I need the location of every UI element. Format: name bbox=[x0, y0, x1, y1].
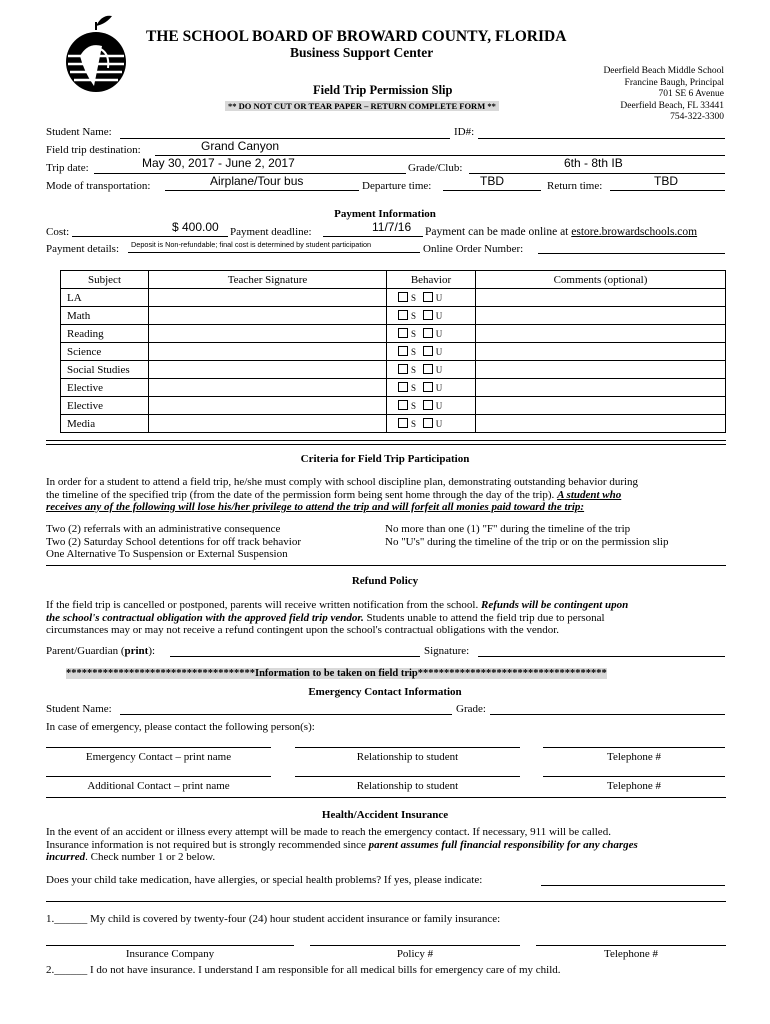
table-row bbox=[61, 361, 726, 379]
payment-heading: Payment Information bbox=[334, 208, 436, 220]
unsatisfactory-checkbox[interactable] bbox=[423, 364, 433, 374]
subject-table bbox=[60, 270, 726, 433]
criteria-heading: Criteria for Field Trip Participation bbox=[300, 453, 470, 465]
signature-label: Signature: bbox=[424, 645, 470, 657]
subject-cell: Elective bbox=[61, 379, 149, 397]
section-divider bbox=[46, 565, 726, 566]
s-label: S bbox=[411, 329, 417, 339]
table-row bbox=[61, 379, 726, 397]
warning-banner: ** DO NOT CUT OR TEAR PAPER – RETURN COMPLETE FORM ** bbox=[225, 101, 499, 111]
return-label: Return time: bbox=[547, 180, 603, 192]
student-name-field[interactable] bbox=[120, 138, 450, 139]
criteria-line-1: In order for a student to attend a field trip, he/she must comply with school discipline plan, demonstrating outstanding behavior during bbox=[46, 476, 639, 488]
table-row bbox=[61, 289, 726, 307]
satisfactory-checkbox[interactable] bbox=[398, 382, 408, 392]
u-label: U bbox=[435, 293, 443, 303]
subject-cell: Media bbox=[61, 415, 149, 433]
u-label: U bbox=[435, 365, 443, 375]
unsatisfactory-checkbox[interactable] bbox=[423, 328, 433, 338]
table-row bbox=[61, 307, 726, 325]
subject-cell: Math bbox=[61, 307, 149, 325]
additional-name-field[interactable] bbox=[46, 776, 271, 777]
emergency-relationship-caption: Relationship to student bbox=[356, 751, 459, 763]
satisfactory-checkbox[interactable] bbox=[398, 418, 408, 428]
additional-name-caption: Additional Contact – print name bbox=[87, 780, 230, 792]
refund-line-3: circumstances may or may not receive a refund contingent upon the school's contractual obligations with the vendor. bbox=[46, 624, 560, 636]
form-title: Field Trip Permission Slip bbox=[313, 83, 453, 97]
student-name-label: Student Name: bbox=[46, 126, 112, 138]
medication-question: Does your child take medication, have allergies, or special health problems? If yes, please indicate: bbox=[46, 874, 483, 886]
u-label: U bbox=[435, 419, 443, 429]
insurance-company-field[interactable] bbox=[46, 945, 294, 946]
insurance-company-caption: Insurance Company bbox=[125, 948, 215, 960]
refund-emphasis-2: the school's contractual obligation with the approved field trip vendor. bbox=[46, 611, 364, 624]
s-label: S bbox=[411, 311, 417, 321]
insurance-line-2-text: Insurance information is not required but is strongly recommended since bbox=[46, 838, 366, 851]
board-title: THE SCHOOL BOARD OF BROWARD COUNTY, FLORIDA bbox=[146, 28, 567, 45]
behavior-cell bbox=[387, 343, 476, 361]
s-label: S bbox=[411, 401, 417, 411]
signature-cell[interactable] bbox=[149, 289, 387, 307]
u-label: U bbox=[435, 383, 443, 393]
subject-cell: LA bbox=[61, 289, 149, 307]
field-trip-banner: ************************************Information to be taken on field trip************************************ bbox=[66, 668, 607, 679]
criteria-item: No more than one (1) "F" during the timeline of the trip bbox=[385, 523, 631, 535]
s-label: S bbox=[411, 347, 417, 357]
medication-field[interactable] bbox=[541, 885, 725, 886]
table-row bbox=[61, 415, 726, 433]
transport-field[interactable] bbox=[165, 190, 359, 191]
criteria-item: No "U's" during the timeline of the trip or on the permission slip bbox=[385, 535, 669, 548]
signature-field[interactable] bbox=[478, 656, 725, 657]
satisfactory-checkbox[interactable] bbox=[398, 400, 408, 410]
signature-cell[interactable] bbox=[149, 379, 387, 397]
s-label: S bbox=[411, 365, 417, 375]
behavior-cell bbox=[387, 325, 476, 343]
behavior-header: Behavior bbox=[387, 271, 476, 289]
emergency-phone-caption: Telephone # bbox=[607, 751, 661, 763]
insurance-option-2[interactable]: 2.______ I do not have insurance. I understand I am responsible for all medical bills for emergency care of my child. bbox=[46, 964, 561, 976]
order-number-field[interactable] bbox=[538, 253, 725, 254]
unsatisfactory-checkbox[interactable] bbox=[423, 310, 433, 320]
departure-label: Departure time: bbox=[362, 180, 432, 192]
school-address bbox=[603, 66, 724, 124]
additional-phone-field[interactable] bbox=[543, 776, 725, 777]
emergency-relationship-field[interactable] bbox=[295, 747, 520, 748]
insurance-emphasis: parent assumes full financial responsibility for any charges bbox=[368, 838, 638, 851]
signature-cell[interactable] bbox=[149, 397, 387, 415]
unsatisfactory-checkbox[interactable] bbox=[423, 418, 433, 428]
criteria-item: Two (2) referrals with an administrative consequence bbox=[46, 523, 281, 535]
unsatisfactory-checkbox[interactable] bbox=[423, 346, 433, 356]
insurance-option-1[interactable]: 1.______ My child is covered by twenty-four (24) hour student accident insurance or family insurance: bbox=[46, 913, 501, 925]
insurance-phone-field[interactable] bbox=[536, 945, 726, 946]
comments-cell[interactable] bbox=[476, 415, 726, 433]
criteria-item: Two (2) Saturday School detentions for off track behavior bbox=[46, 535, 302, 548]
street-address: 701 SE 6 Avenue bbox=[658, 89, 724, 99]
unsatisfactory-checkbox[interactable] bbox=[423, 382, 433, 392]
signature-cell[interactable] bbox=[149, 325, 387, 343]
refund-line-2 bbox=[46, 612, 736, 625]
details-label: Payment details: bbox=[46, 243, 120, 255]
insurance-paragraph bbox=[46, 826, 736, 864]
signature-cell[interactable] bbox=[149, 343, 387, 361]
u-label: U bbox=[435, 311, 443, 321]
insurance-incurred: incurred bbox=[46, 851, 86, 863]
satisfactory-checkbox[interactable] bbox=[398, 328, 408, 338]
insurance-line-3 bbox=[46, 851, 736, 864]
emergency-name-caption: Emergency Contact – print name bbox=[85, 751, 232, 763]
insurance-line-2 bbox=[46, 839, 736, 852]
criteria-warning-start: A student who bbox=[557, 488, 622, 501]
comments-cell[interactable] bbox=[476, 379, 726, 397]
principal-name: Francine Baugh, Principal bbox=[624, 77, 724, 88]
city-state: Deerfield Beach, FL 33441 bbox=[620, 100, 724, 111]
trip-date-label: Trip date: bbox=[46, 162, 89, 174]
departure-field[interactable] bbox=[443, 190, 541, 191]
refund-heading: Refund Policy bbox=[351, 575, 419, 587]
satisfactory-checkbox[interactable] bbox=[398, 310, 408, 320]
guardian-label-print: print bbox=[124, 645, 149, 657]
school-phone: 754-322-3300 bbox=[670, 112, 724, 122]
satisfactory-checkbox[interactable] bbox=[398, 364, 408, 374]
school-name: Deerfield Beach Middle School bbox=[603, 66, 724, 76]
subject-header: Subject bbox=[61, 271, 149, 289]
satisfactory-checkbox[interactable] bbox=[398, 292, 408, 302]
s-label: S bbox=[411, 293, 417, 303]
deadline-value: 11/7/16 bbox=[372, 220, 412, 234]
unsatisfactory-checkbox[interactable] bbox=[423, 292, 433, 302]
medication-field-2[interactable] bbox=[46, 901, 726, 902]
unsatisfactory-checkbox[interactable] bbox=[423, 400, 433, 410]
online-payment-text bbox=[425, 226, 697, 238]
comments-header: Comments (optional) bbox=[476, 271, 726, 289]
apple-logo-icon bbox=[58, 12, 134, 92]
refund-line-2-text: Students unable to attend the field trip due to personal bbox=[366, 611, 605, 624]
destination-value: Grand Canyon bbox=[201, 139, 280, 153]
id-label: ID#: bbox=[454, 126, 475, 138]
details-field[interactable] bbox=[128, 252, 420, 253]
guardian-label-c: ): bbox=[148, 645, 156, 657]
cost-value: $ 400.00 bbox=[172, 220, 219, 234]
section-divider bbox=[46, 797, 726, 798]
section-divider bbox=[46, 440, 726, 445]
criteria-line-2 bbox=[46, 489, 736, 502]
u-label: U bbox=[435, 347, 443, 357]
criteria-line-2-text: the timeline of the specified trip (from the date of the permission form being sent home through the day of the trip). bbox=[46, 488, 555, 501]
signature-cell[interactable] bbox=[149, 415, 387, 433]
additional-phone-caption: Telephone # bbox=[607, 780, 661, 792]
behavior-cell bbox=[387, 415, 476, 433]
comments-cell[interactable] bbox=[476, 289, 726, 307]
insurance-line-1: In the event of an accident or illness every attempt will be made to reach the emergency contact. If necessary, 911 will be called. bbox=[46, 826, 611, 838]
table-header-row bbox=[61, 271, 726, 289]
emergency-heading: Emergency Contact Information bbox=[308, 686, 462, 698]
cost-field[interactable] bbox=[72, 236, 228, 237]
emergency-student-field[interactable] bbox=[120, 714, 452, 715]
criteria-item: One Alternative To Suspension or External Suspension bbox=[46, 548, 288, 560]
emergency-grade-label: Grade: bbox=[456, 703, 486, 715]
satisfactory-checkbox[interactable] bbox=[398, 346, 408, 356]
refund-paragraph bbox=[46, 599, 736, 637]
table-row bbox=[61, 343, 726, 361]
return-field[interactable] bbox=[610, 190, 725, 191]
details-value: Deposit is Non-refundable; final cost is determined by student participation bbox=[131, 240, 372, 249]
table-row bbox=[61, 397, 726, 415]
subject-cell: Reading bbox=[61, 325, 149, 343]
deadline-field[interactable] bbox=[323, 236, 423, 237]
emergency-name-field[interactable] bbox=[46, 747, 271, 748]
insurance-phone-caption: Telephone # bbox=[604, 948, 658, 960]
behavior-cell bbox=[387, 379, 476, 397]
comments-cell[interactable] bbox=[476, 325, 726, 343]
insurance-check-instruction: . Check number 1 or 2 below. bbox=[85, 851, 216, 863]
behavior-cell bbox=[387, 289, 476, 307]
additional-relationship-field[interactable] bbox=[295, 776, 520, 777]
departure-value: TBD bbox=[480, 174, 504, 188]
subject-cell: Science bbox=[61, 343, 149, 361]
s-label: S bbox=[411, 383, 417, 393]
transport-label: Mode of transportation: bbox=[46, 180, 151, 192]
guardian-name-field[interactable] bbox=[170, 656, 420, 657]
subject-cell: Elective bbox=[61, 397, 149, 415]
table-row bbox=[61, 325, 726, 343]
teacher-signature-header: Teacher Signature bbox=[149, 271, 387, 289]
policy-number-field[interactable] bbox=[310, 945, 520, 946]
policy-number-caption: Policy # bbox=[396, 948, 434, 960]
criteria-paragraph bbox=[46, 476, 736, 514]
online-payment-label: Payment can be made online at bbox=[425, 226, 569, 238]
cost-label: Cost: bbox=[46, 226, 70, 238]
criteria-warning: receives any of the following will lose his/her privilege to attend the trip and will forfeit all monies paid toward the trip: bbox=[46, 501, 585, 513]
behavior-cell bbox=[387, 361, 476, 379]
subject-cell: Social Studies bbox=[61, 361, 149, 379]
return-value: TBD bbox=[654, 174, 678, 188]
signature-cell[interactable] bbox=[149, 307, 387, 325]
refund-emphasis-1: Refunds will be contingent upon bbox=[480, 599, 629, 611]
estore-link[interactable]: estore.browardschools.com bbox=[571, 226, 698, 238]
guardian-label-a: Parent/Guardian ( bbox=[46, 645, 125, 657]
behavior-cell bbox=[387, 307, 476, 325]
refund-line-1-text: If the field trip is cancelled or postponed, parents will receive written notification from the school. bbox=[46, 599, 479, 611]
u-label: U bbox=[435, 329, 443, 339]
grade-field[interactable] bbox=[469, 173, 725, 174]
u-label: U bbox=[435, 401, 443, 411]
deadline-label: Payment deadline: bbox=[230, 226, 312, 238]
department-subtitle: Business Support Center bbox=[290, 45, 434, 60]
trip-date-value: May 30, 2017 - June 2, 2017 bbox=[142, 156, 295, 170]
grade-label: Grade/Club: bbox=[408, 162, 463, 174]
transport-value: Airplane/Tour bus bbox=[210, 174, 304, 188]
order-number-label: Online Order Number: bbox=[423, 243, 524, 255]
emergency-grade-field[interactable] bbox=[490, 714, 725, 715]
comments-cell[interactable] bbox=[476, 361, 726, 379]
emergency-phone-field[interactable] bbox=[543, 747, 725, 748]
comments-cell[interactable] bbox=[476, 307, 726, 325]
grade-value: 6th - 8th IB bbox=[564, 156, 623, 170]
emergency-student-label: Student Name: bbox=[46, 703, 112, 715]
refund-line-1 bbox=[46, 599, 736, 612]
guardian-label bbox=[46, 645, 155, 657]
id-field[interactable] bbox=[478, 138, 725, 139]
behavior-cell bbox=[387, 397, 476, 415]
emergency-instruction: In case of emergency, please contact the following person(s): bbox=[46, 721, 315, 733]
signature-cell[interactable] bbox=[149, 361, 387, 379]
criteria-left-list bbox=[46, 523, 301, 561]
insurance-heading: Health/Accident Insurance bbox=[321, 809, 449, 821]
criteria-right-list bbox=[385, 523, 668, 548]
comments-cell[interactable] bbox=[476, 397, 726, 415]
s-label: S bbox=[411, 419, 417, 429]
destination-label: Field trip destination: bbox=[46, 144, 141, 156]
comments-cell[interactable] bbox=[476, 343, 726, 361]
additional-relationship-caption: Relationship to student bbox=[356, 780, 459, 792]
